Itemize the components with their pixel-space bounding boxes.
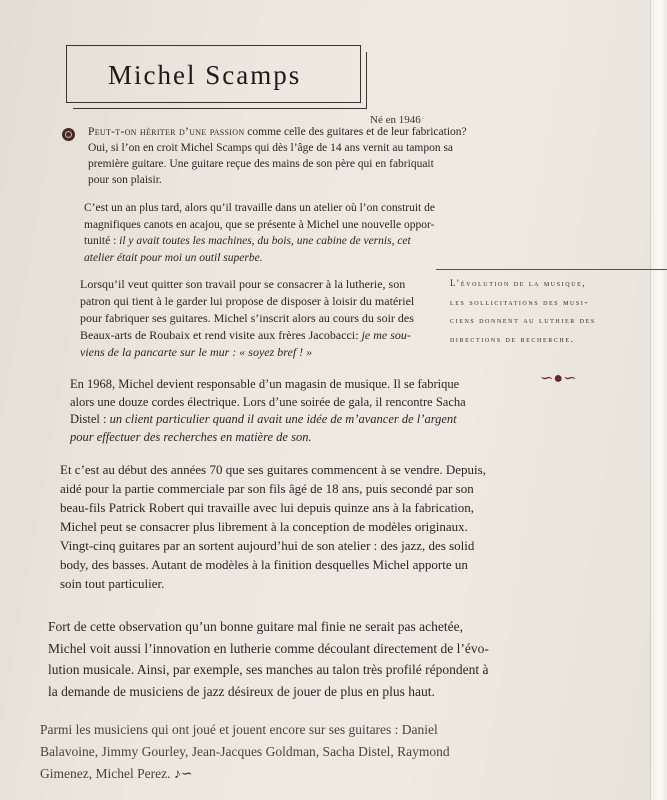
- paragraph-line: pour son plaisir.: [88, 174, 162, 186]
- paragraph-5: [60, 460, 486, 593]
- swirl-ornament-icon: ∽●∽: [540, 370, 577, 387]
- rosette-bullet-icon: [62, 128, 75, 141]
- paragraph-line: [84, 250, 435, 267]
- quote-italic: il y avait toutes les machines, du bois, une cabine de vernis, cet: [119, 235, 411, 247]
- paragraph-line: Gimenez, Michel Perez. ♪∽: [40, 766, 193, 782]
- paragraph-line: Balavoine, Jimmy Gourley, Jean-Jacques Goldman, Sacha Distel, Raymond: [40, 744, 450, 759]
- paragraph-line: Peut-t-on hériter d’une passion comme celle des guitares et de leur fabrication?: [88, 126, 467, 138]
- paragraph-line: la demande de musiciens de jazz désireux de jouer de plus en plus haut.: [48, 683, 435, 699]
- paragraph-3: [80, 276, 414, 361]
- quote-italic: je me sou-: [361, 328, 411, 342]
- pull-quote-line: L’évolution de la musique,: [450, 278, 587, 288]
- quote-italic: pour effectuer des recherches en matière de son.: [70, 429, 312, 444]
- quote-italic: atelier était pour moi un outil superbe.: [84, 251, 263, 264]
- paragraph-line: Beaux-arts de Roubaix et rend visite aux frères Jacobacci: je me sou-: [80, 328, 411, 342]
- paragraph-line: Michel voit aussi l’innovation en lutherie comme découlant directement de l’évo-: [48, 640, 489, 656]
- paragraph-line: lution musicale. Ainsi, par exemple, ses manches au talon très profilé répondent à: [48, 662, 489, 677]
- paragraph-line: aidé pour la partie commerciale par son fils âgé de 18 ans, puis secondé par son: [60, 481, 474, 496]
- paragraph-line: Distel : un client particulier quand il avait une idée de m’avancer de l’argent: [70, 412, 457, 426]
- paragraph-7: [40, 719, 450, 786]
- paragraph-line: Fort de cette observation qu’un bonne guitare mal finie ne serait pas achetée,: [48, 619, 463, 634]
- paragraph-line: patron qui tient à le garder lui propose de disposer à loisir du matériel: [80, 294, 415, 308]
- paragraph-line: beau-fils Patrick Robert qui travaille avec lui depuis quinze ans à la fabrication,: [60, 500, 475, 515]
- paragraph-6: [48, 616, 489, 702]
- birth-note: Né en 1946: [370, 114, 421, 126]
- paragraph-line: tunité : il y avait toutes les machines, du bois, une cabine de vernis, cet: [84, 235, 411, 247]
- paragraph-line: magnifiques canots en acajou, que se présente à Michel une nouvelle oppor-: [84, 218, 435, 231]
- small-caps-lead: Peut-t-on hériter d’une passion: [88, 126, 245, 138]
- page-edge: [650, 0, 667, 800]
- paragraph-line: Vingt-cinq guitares par an sortent aujourd’hui de son atelier : des jazz, des solid: [60, 538, 475, 553]
- paragraph-line: [70, 429, 466, 447]
- paragraph-line: soin tout particulier.: [60, 576, 165, 591]
- paragraph-line: C’est un an plus tard, alors qu’il travaille dans un atelier où l’on construit de: [84, 202, 435, 214]
- paragraph-line: Oui, si l’on en croit Michel Scamps qui dès l’âge de 14 ans vernit au tampon sa: [88, 142, 454, 154]
- paragraph-1: [88, 124, 467, 188]
- paragraph-2: [84, 200, 435, 266]
- paragraph-line: Parmi les musiciens qui ont joué et jouent encore sur ses guitares : Daniel: [40, 722, 438, 737]
- paragraph-line: body, des basses. Autant de modèles à la finition desquelles Michel apporte un: [60, 557, 468, 572]
- paragraph-line: première guitare. Une guitare reçue des mains de son père qui en fabriquait: [88, 158, 434, 170]
- paragraph-line: En 1968, Michel devient responsable d’un magasin de musique. Il se fabrique: [70, 377, 460, 391]
- quote-italic: viens de la pancarte sur le mur : « soyez bref ! »: [80, 345, 313, 359]
- paragraph-line: [80, 344, 414, 361]
- pull-quote-line: ciens donnent au luthier des: [450, 315, 596, 325]
- quote-italic: un client particulier quand il avait une idée de m’avancer de l’argent: [109, 412, 457, 426]
- paragraph-4: [70, 376, 466, 446]
- side-quote-rule: [436, 269, 667, 270]
- paragraph-line: alors une douze cordes électrique. Lors d’une soirée de gala, il rencontre Sacha: [70, 394, 466, 409]
- paragraph-line: Lorsqu’il veut quitter son travail pour se consacrer à la lutherie, son: [80, 277, 406, 291]
- page-title: Michel Scamps: [108, 60, 302, 90]
- paragraph-line: Et c’est au début des années 70 que ses guitares commencent à se vendre. Depuis,: [60, 462, 486, 477]
- end-ornament-icon: ♪∽: [173, 767, 193, 782]
- pull-quote: [450, 274, 596, 348]
- paragraph-line: Michel peut se consacrer plus librement à la conception de modèles originaux.: [60, 519, 468, 534]
- pull-quote-line: les sollicitations des musi-: [450, 296, 590, 307]
- paragraph-line: pour fabriquer ses guitares. Michel s’inscrit alors au cours du soir des: [80, 311, 414, 325]
- pull-quote-line: directions de recherche.: [450, 333, 575, 344]
